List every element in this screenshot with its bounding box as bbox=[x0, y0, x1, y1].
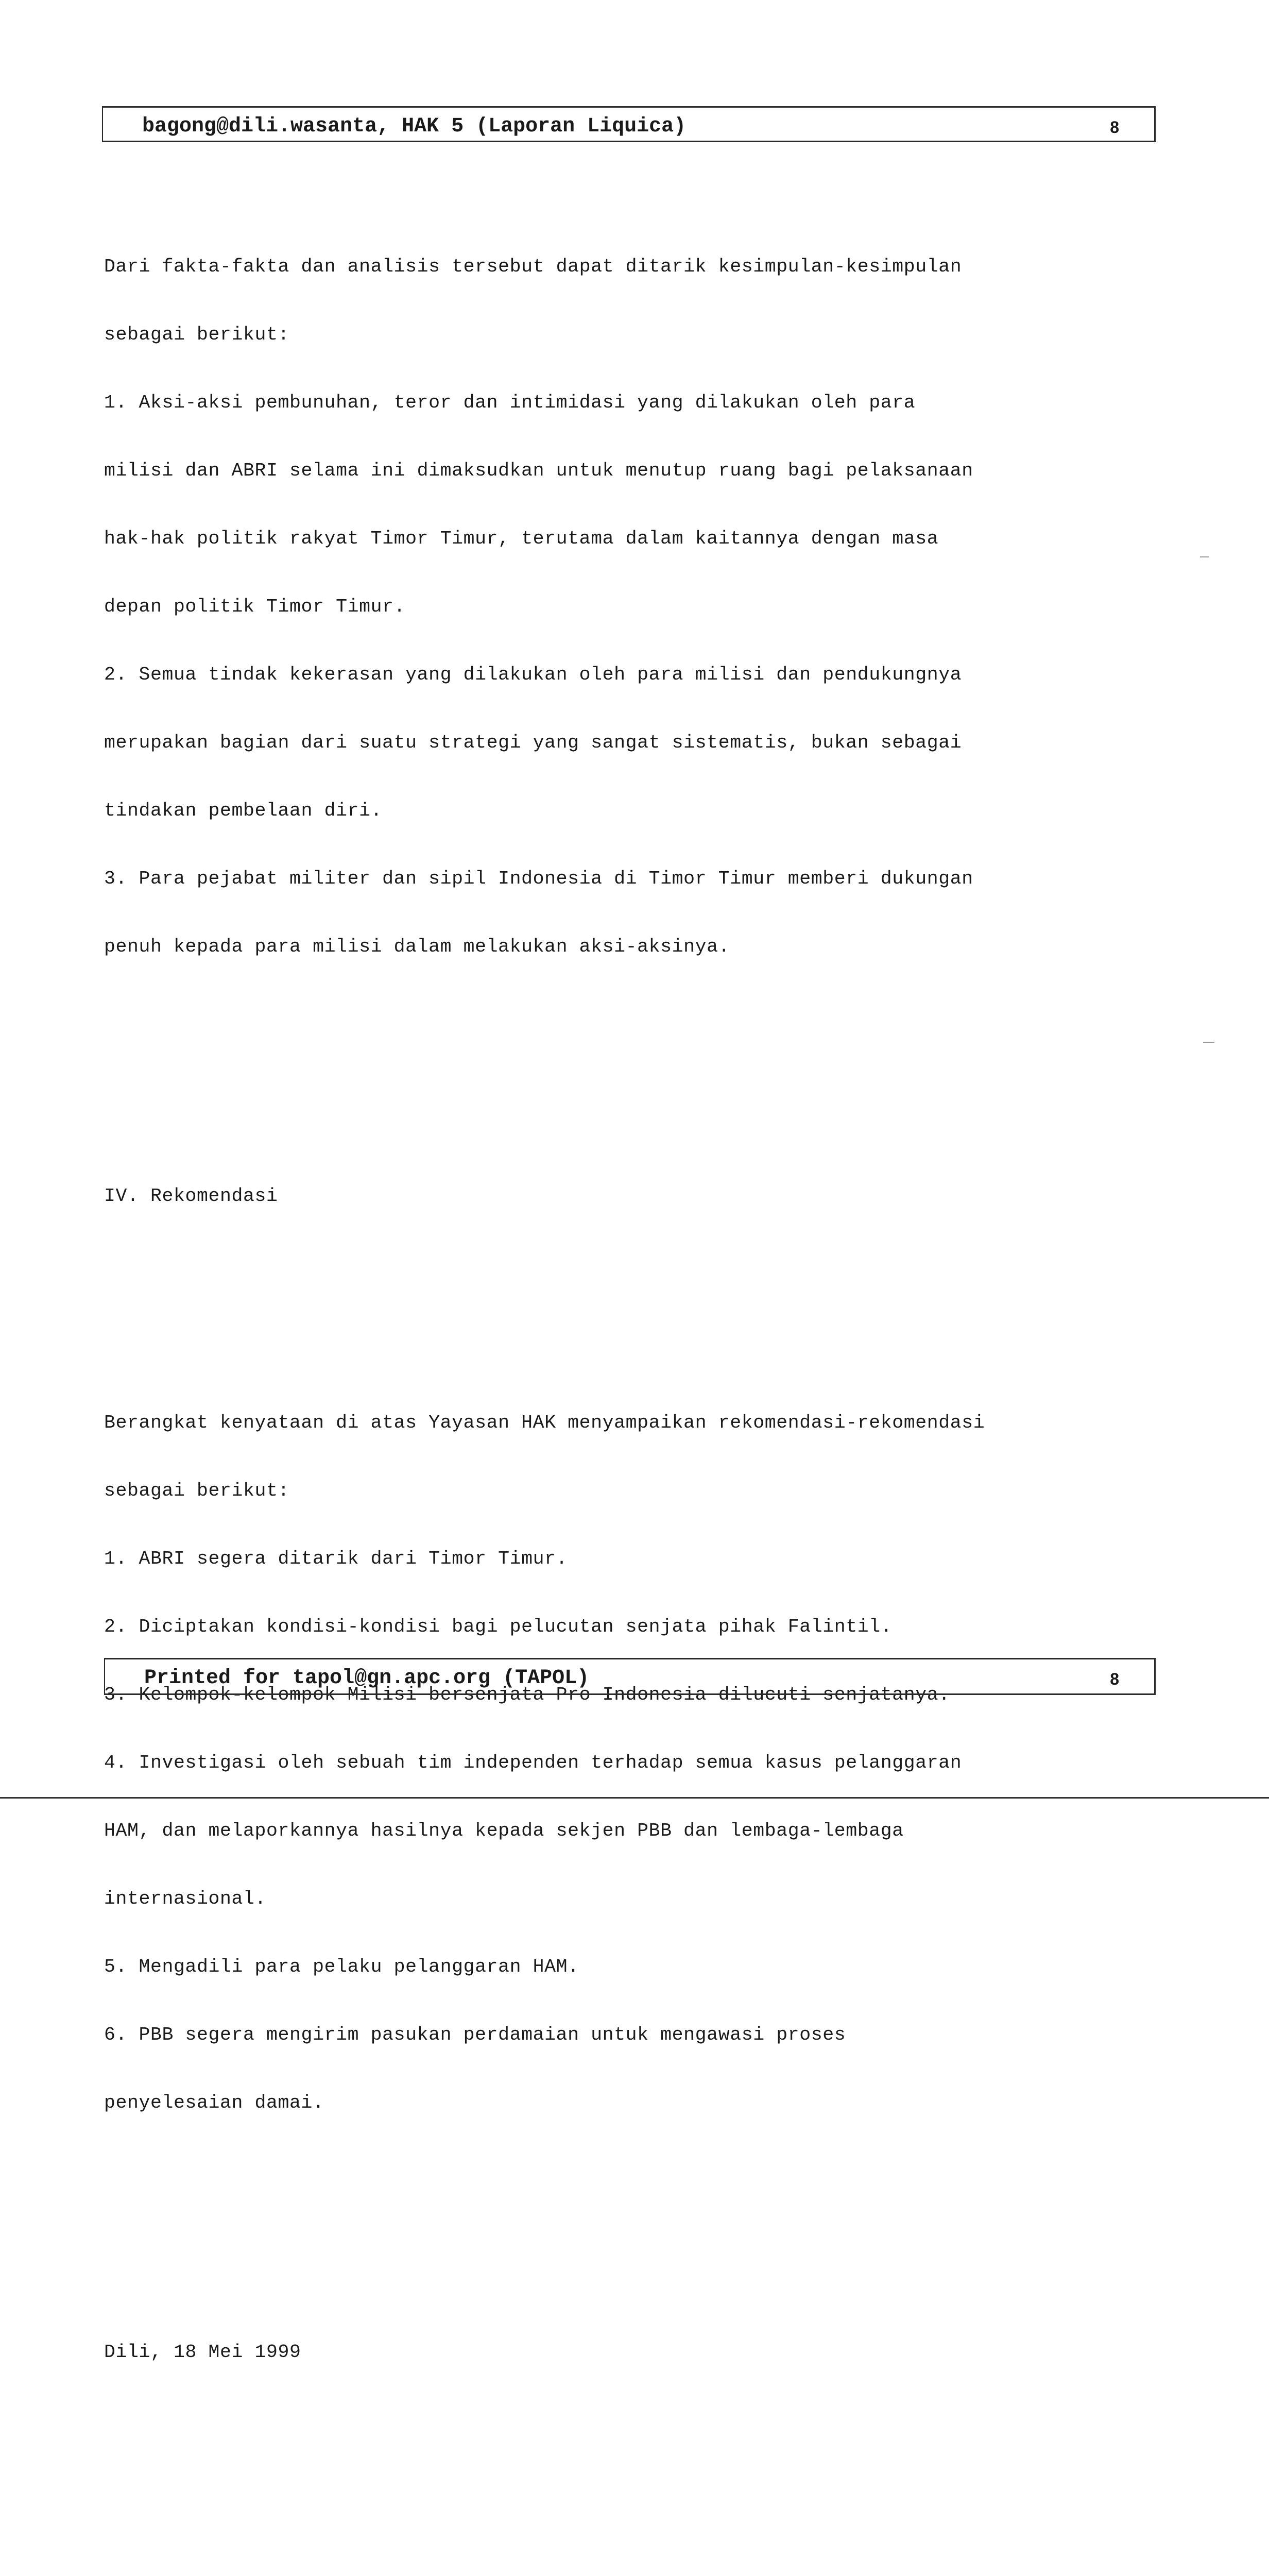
recommendation-line: 2. Diciptakan kondisi-kondisi bagi pelucutan senjata pihak Falintil. bbox=[104, 1616, 893, 1637]
spacer bbox=[104, 2228, 1155, 2273]
spacer bbox=[104, 1072, 1155, 1117]
place-date: Dili, 18 Mei 1999 bbox=[104, 2342, 301, 2363]
header-page-number: 8 bbox=[1110, 118, 1119, 137]
spacer bbox=[104, 2522, 1155, 2545]
conclusions-intro-line: sebagai berikut: bbox=[104, 324, 290, 345]
scan-speck bbox=[1200, 556, 1209, 557]
page-bottom-edge bbox=[0, 1797, 1269, 1799]
conclusions-intro-line: Dari fakta-fakta dan analisis tersebut dapat ditarik kesimpulan-kesimpulan bbox=[104, 256, 962, 277]
section-heading: IV. Rekomendasi bbox=[104, 1185, 278, 1207]
page-header bbox=[102, 106, 1156, 142]
conclusion-line: 3. Para pejabat militer dan sipil Indonesia di Timor Timur memberi dukungan bbox=[104, 868, 973, 889]
recommendations-intro-line: sebagai berikut: bbox=[104, 1480, 290, 1501]
recommendation-line: 6. PBB segera mengirim pasukan perdamaian untuk mengawasi proses bbox=[104, 2024, 846, 2045]
recommendation-line: 1. ABRI segera ditarik dari Timor Timur. bbox=[104, 1548, 568, 1569]
recommendation-line: HAM, dan melaporkannya hasilnya kepada sekjen PBB dan lembaga-lembaga bbox=[104, 1820, 904, 1841]
recommendation-line: 5. Mengadili para pelaku pelanggaran HAM. bbox=[104, 1956, 579, 1977]
conclusions-section bbox=[104, 210, 1155, 1004]
spacer bbox=[104, 1276, 1155, 1298]
conclusion-line: hak-hak politik rakyat Timor Timur, terutama dalam kaitannya dengan masa bbox=[104, 528, 939, 549]
recommendation-line: 4. Investigasi oleh sebuah tim independen terhadap semua kasus pelanggaran bbox=[104, 1752, 962, 1773]
spacer bbox=[104, 2432, 1155, 2477]
scan-speck bbox=[1203, 1042, 1214, 1043]
conclusion-line: 2. Semua tindak kekerasan yang dilakukan oleh para milisi dan pendukungnya bbox=[104, 664, 962, 685]
conclusion-line: merupakan bagian dari suatu strategi yang sangat sistematis, bukan sebagai bbox=[104, 732, 962, 753]
conclusion-line: depan politik Timor Timur. bbox=[104, 596, 406, 617]
recommendation-line: 3. Kelompok-kelompok Milisi bersenjata Pro Indonesia dilucuti senjatanya. bbox=[104, 1684, 950, 1705]
footer-printed-for: Printed for tapol@gn.apc.org (TAPOL) bbox=[144, 1667, 590, 1690]
document-body bbox=[104, 165, 1155, 2576]
footer-page-number: 8 bbox=[1110, 1670, 1119, 1688]
conclusion-line: penuh kepada para milisi dalam melakukan aksi-aksinya. bbox=[104, 936, 730, 957]
header-title: bagong@dili.wasanta, HAK 5 (Laporan Liquica) bbox=[142, 115, 687, 138]
recommendations-intro-line: Berangkat kenyataan di atas Yayasan HAK menyampaikan rekomendasi-rekomendasi bbox=[104, 1412, 985, 1433]
conclusion-line: 1. Aksi-aksi pembunuhan, teror dan intimidasi yang dilakukan oleh para bbox=[104, 392, 916, 413]
recommendations-section bbox=[104, 1366, 1155, 2160]
recommendation-line: penyelesaian damai. bbox=[104, 2092, 324, 2113]
page-footer bbox=[104, 1658, 1156, 1695]
conclusion-line: milisi dan ABRI selama ini dimaksudkan untuk menutup ruang bagi pelaksanaan bbox=[104, 460, 973, 481]
recommendation-line: internasional. bbox=[104, 1888, 267, 1909]
conclusion-line: tindakan pembelaan diri. bbox=[104, 800, 383, 821]
